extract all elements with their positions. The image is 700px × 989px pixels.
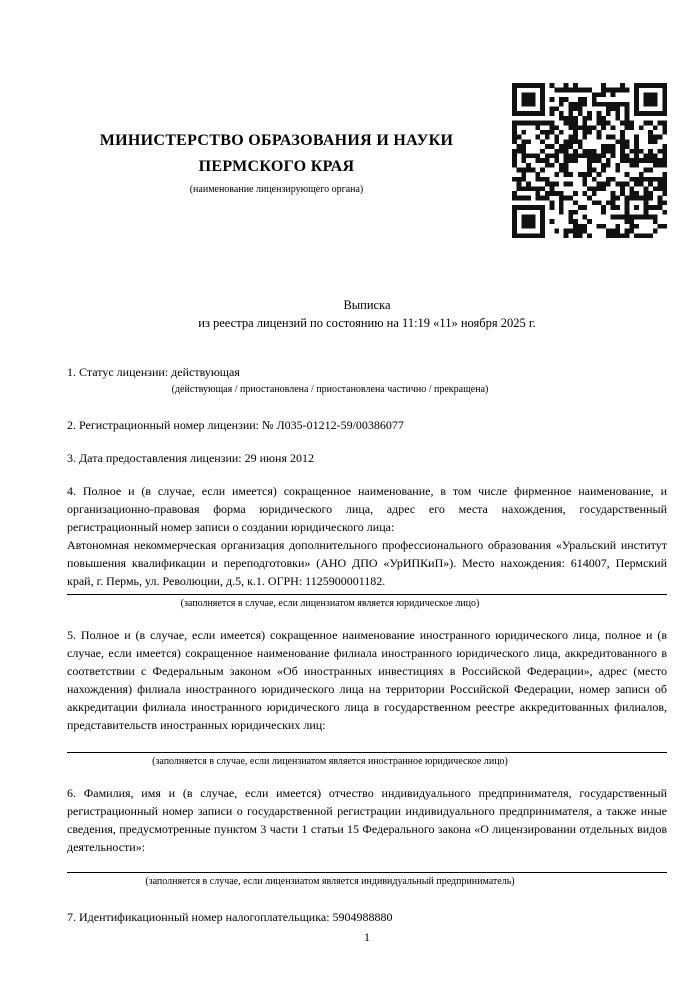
item-legal-entity <box>67 482 667 611</box>
item-license-date <box>67 449 667 467</box>
item-foreign-entity-caption: (заполняется в случае, если лицензиатом является иностранное юридическое лицо) <box>152 756 508 767</box>
page-number: 1 <box>364 930 370 944</box>
item-individual-entrepreneur-text: 6. Фамилия, имя и (в случае, если имеется) отчество индивидуального предпринимателя, государственный регистрационный номер записи о государственной регистрации индивидуального предпринимателя, а также иные сведения, предусмотренные пунктом 3 части 1 статьи 15 Федерального закона «О лицензировании отдельных видов деятельности»: <box>67 786 667 854</box>
item-license-date-text: 3. Дата предоставления лицензии: 29 июня 2012 <box>67 451 314 465</box>
item-license-status-text: 1. Статус лицензии: действующая <box>67 365 240 379</box>
ministry-name-line2: ПЕРМСКОГО КРАЯ <box>198 158 355 175</box>
licensing-authority-name <box>67 128 486 180</box>
individual-entrepreneur-blank-value <box>67 856 667 868</box>
item-legal-entity-text: 4. Полное и (в случае, если имеется) сокращенное наименование, в том числе фирменное наименование, и организационно-правовая форма юридического лица, адрес его места нахождения, государственный регистрационный номер записи о создании юридического лица: <box>67 484 667 534</box>
item-registration-number <box>67 416 667 434</box>
item-legal-entity-caption: (заполняется в случае, если лицензиатом является юридическое лицо) <box>180 598 480 609</box>
items-list <box>67 363 667 926</box>
licensing-authority-block <box>67 83 486 238</box>
item-registration-number-text: 2. Регистрационный номер лицензии: № Л035-01212-59/00386077 <box>67 418 404 432</box>
ministry-name-line1: МИНИСТЕРСТВО ОБРАЗОВАНИЯ И НАУКИ <box>99 132 454 149</box>
individual-entrepreneur-underline <box>67 872 667 873</box>
document-title-line1: Выписка <box>343 298 391 312</box>
item-foreign-entity-text: 5. Полное и (в случае, если имеется) сокращенное наименование иностранного юридического лица, полное и (в случае, если имеется) сокращенное наименование филиала иностранного юридического лица, аккредитованного в соответствии с Федеральным законом «Об иностранных инвестициях в Российской Федерации», адрес (место нахождения) филиала иностранного юридического лица на территории Российской Федерации, номер записи об аккредитации филиала иностранного юридического лица в государственном реестре аккредитованных филиалов, представительств иностранных юридических лиц: <box>67 628 667 732</box>
document-title-line2: из реестра лицензий по состоянию на 11:19 «11» ноября 2025 г. <box>198 316 536 330</box>
item-taxpayer-number <box>67 908 667 926</box>
item-license-status <box>67 363 667 397</box>
foreign-entity-underline <box>67 752 667 753</box>
foreign-entity-blank-value <box>67 734 667 748</box>
document-title <box>67 296 667 332</box>
item-legal-entity-value: Автономная некоммерческая организация дополнительного профессионального образования «Уральский институт повышения квалификации и переподготовки» (АНО ДПО «УрИПКиП»). Место нахождения: 614007, Пермский край, г. Пермь, ул. Революции, д.5, к.1. ОГРН: 1125900001182. <box>67 538 667 588</box>
document-header <box>67 83 667 238</box>
item-foreign-entity <box>67 626 667 769</box>
item-individual-entrepreneur <box>67 784 667 889</box>
legal-entity-underline <box>67 594 667 595</box>
authority-caption: (наименование лицензирующего органа) <box>189 184 364 195</box>
item-individual-entrepreneur-caption: (заполняется в случае, если лицензиатом является индивидуальный предприниматель) <box>145 876 515 887</box>
item-taxpayer-number-text: 7. Идентификационный номер налогоплательщика: 5904988880 <box>67 910 393 924</box>
qr-code-icon <box>512 83 667 238</box>
item-license-status-caption: (действующая / приостановлена / приостановлена частично / прекращена) <box>171 384 489 395</box>
